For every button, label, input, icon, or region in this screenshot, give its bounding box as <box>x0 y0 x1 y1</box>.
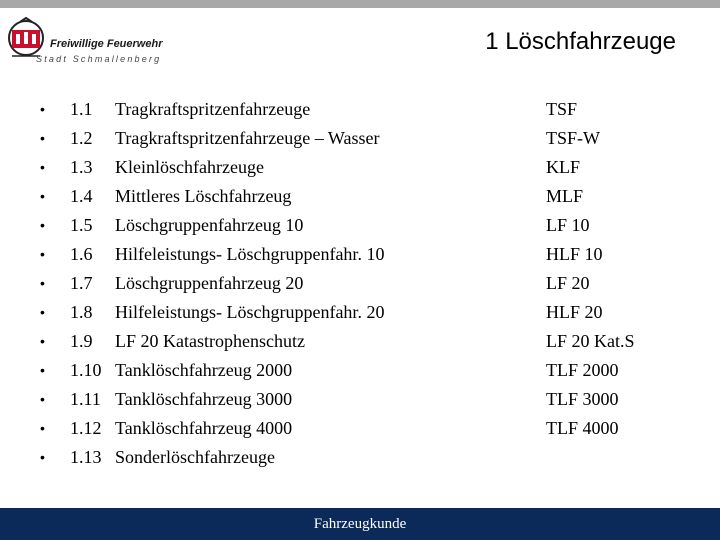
list-item <box>40 211 480 240</box>
item-number: 1.12 <box>70 418 102 438</box>
list-item <box>40 124 480 153</box>
item-name: Sonderlöschfahrzeuge <box>115 447 275 467</box>
item-number: 1.11 <box>70 389 101 409</box>
footer-bar <box>0 508 720 540</box>
list-item <box>40 298 480 327</box>
abbreviation: LF 10 <box>546 215 590 235</box>
abbreviation: TSF-W <box>546 128 600 148</box>
bullet-icon: • <box>40 130 45 146</box>
bullet-icon: • <box>40 246 45 262</box>
item-name: Tragkraftspritzenfahrzeuge <box>115 99 311 119</box>
item-name: Kleinlöschfahrzeuge <box>115 157 264 177</box>
list-item <box>40 356 480 385</box>
top-bar <box>0 0 720 8</box>
bullet-icon: • <box>40 420 45 436</box>
bullet-icon: • <box>40 304 45 320</box>
list-item <box>40 153 480 182</box>
item-number: 1.10 <box>70 360 102 380</box>
item-name: Tanklöschfahrzeug 4000 <box>115 418 293 438</box>
list-item <box>40 385 480 414</box>
abbreviation: TLF 2000 <box>546 360 619 380</box>
abbreviation: HLF 20 <box>546 302 603 322</box>
bullet-icon: • <box>40 275 45 291</box>
abbreviation: TLF 4000 <box>546 418 619 438</box>
bullet-icon: • <box>40 101 45 117</box>
item-name: Löschgruppenfahrzeug 20 <box>115 273 304 293</box>
item-name: Löschgruppenfahrzeug 10 <box>115 215 304 235</box>
item-number: 1.6 <box>70 244 93 264</box>
vehicle-list <box>40 95 480 472</box>
fire-brigade-logo <box>6 16 196 72</box>
bullet-icon: • <box>40 159 45 175</box>
logo-title: Freiwillige Feuerwehr <box>50 38 163 50</box>
item-number: 1.9 <box>70 331 93 351</box>
bullet-icon: • <box>40 391 45 407</box>
list-item <box>40 327 480 356</box>
item-number: 1.3 <box>70 157 93 177</box>
abbreviation: HLF 10 <box>546 244 603 264</box>
footer-label: Fahrzeugkunde <box>313 516 407 532</box>
item-name: LF 20 Katastrophenschutz <box>115 331 305 351</box>
list-item <box>40 182 480 211</box>
item-number: 1.13 <box>70 447 102 467</box>
abbreviation: LF 20 <box>546 273 590 293</box>
abbreviation: MLF <box>546 186 584 206</box>
item-number: 1.5 <box>70 215 93 235</box>
abbreviation: KLF <box>546 157 581 177</box>
item-name: Hilfeleistungs- Löschgruppenfahr. 20 <box>115 302 385 322</box>
abbreviation: TLF 3000 <box>546 389 619 409</box>
abbreviation: TSF <box>546 99 578 119</box>
list-item <box>40 414 480 443</box>
logo-subtitle: Stadt Schmallenberg <box>36 54 162 64</box>
bullet-icon: • <box>40 362 45 378</box>
list-item <box>40 95 480 124</box>
bullet-icon: • <box>40 188 45 204</box>
item-name: Tragkraftspritzenfahrzeuge – Wasser <box>115 128 380 148</box>
header-rule <box>0 8 720 11</box>
item-name: Mittleres Löschfahrzeug <box>115 186 292 206</box>
item-number: 1.7 <box>70 273 93 293</box>
item-number: 1.8 <box>70 302 93 322</box>
item-name: Tanklöschfahrzeug 3000 <box>115 389 293 409</box>
abbreviation: LF 20 Kat.S <box>546 331 635 351</box>
list-item <box>40 443 480 472</box>
item-number: 1.2 <box>70 128 93 148</box>
list-item <box>40 269 480 298</box>
item-number: 1.1 <box>70 99 93 119</box>
item-name: Hilfeleistungs- Löschgruppenfahr. 10 <box>115 244 385 264</box>
list-item <box>40 240 480 269</box>
abbreviation-list <box>546 95 635 443</box>
bullet-icon: • <box>40 217 45 233</box>
bullet-icon: • <box>40 333 45 349</box>
item-number: 1.4 <box>70 186 93 206</box>
page-title: 1 Löschfahrzeuge <box>485 28 676 55</box>
item-name: Tanklöschfahrzeug 2000 <box>115 360 293 380</box>
bullet-icon: • <box>40 449 45 465</box>
